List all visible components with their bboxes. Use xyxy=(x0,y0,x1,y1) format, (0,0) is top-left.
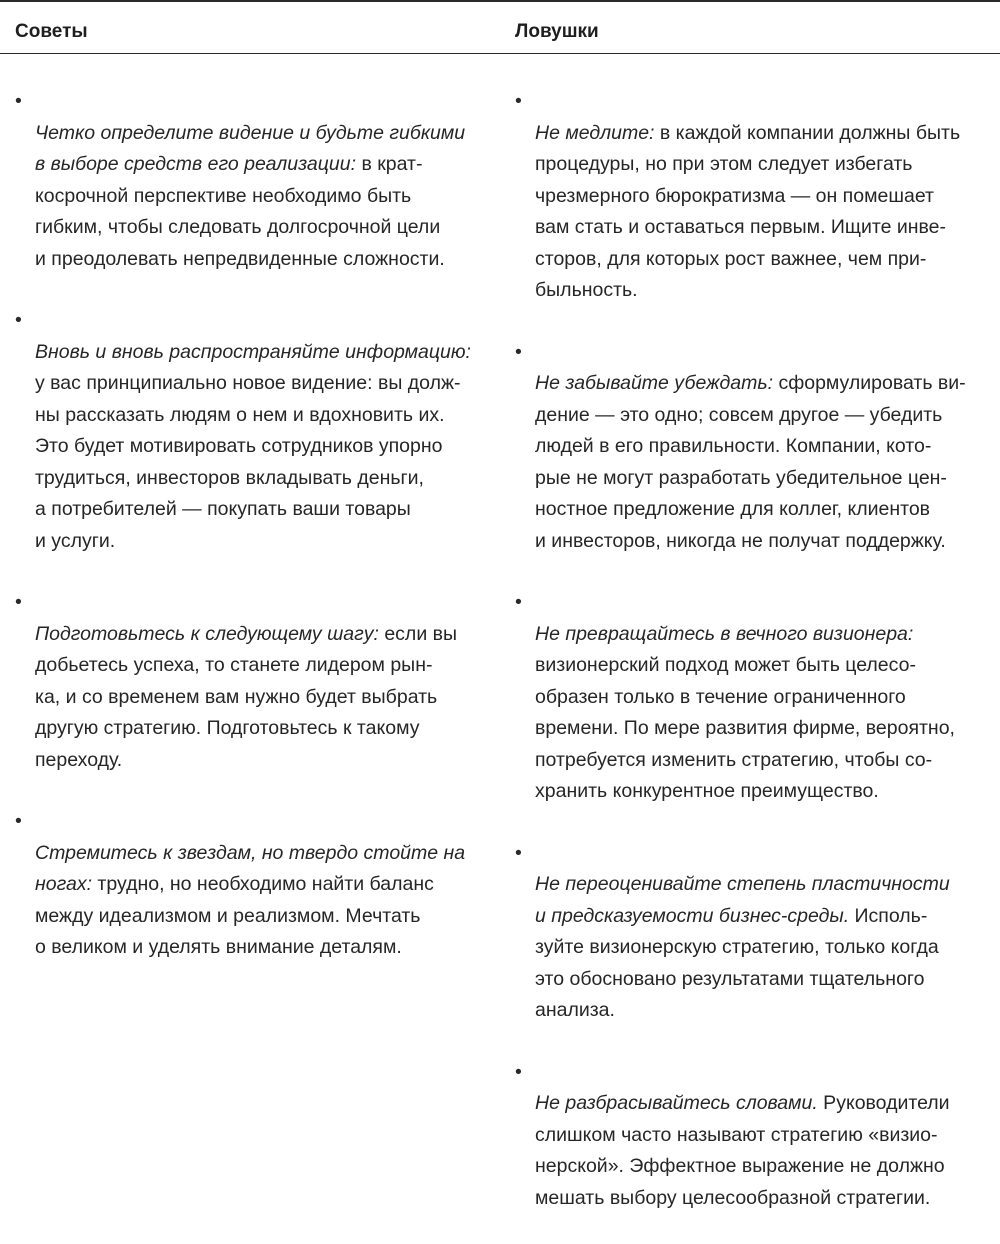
pitfalls-header: Ловушки xyxy=(515,21,599,42)
top-rule xyxy=(0,0,1000,2)
bullet: • xyxy=(15,591,22,613)
bullet: • xyxy=(515,1060,522,1083)
pitfall-lead: Не забывайте убеждать: xyxy=(535,372,774,394)
tip-text: в крат- косрочной перспективе необходимо быть гибким, чтобы следовать долгосрочной цели и преодолевать непредвиденные сложности. xyxy=(35,153,445,270)
bullet: • xyxy=(15,90,22,112)
pitfall-text: Руководители слишком часто называют стратегию «визио- нерской». Эффектное выражение не должно мешать выбору целесообразной стратегии. xyxy=(535,1092,950,1209)
pitfall-text: сформулировать ви- дение — это одно; совсем другое — убедить людей в его правильности. Компании, кото- рые не могут разработать убедительное цен- ностное предложение для коллег, клиентов и инвесторов, никогда не получат поддержку. xyxy=(535,372,966,552)
pitfalls-list xyxy=(515,86,985,1244)
bullet: • xyxy=(515,591,522,613)
tip-item xyxy=(15,806,495,964)
tips-header: Советы xyxy=(15,21,88,42)
pitfall-item xyxy=(515,838,985,1027)
tip-item xyxy=(15,587,495,776)
bullet: • xyxy=(15,810,22,832)
tip-lead: Вновь и вновь распространяйте информацию: xyxy=(35,340,471,363)
bullet: • xyxy=(15,309,22,331)
tips-list xyxy=(15,86,495,994)
pitfall-text: Исполь- зуйте визионерскую стратегию, только когда это обосновано результатами тщательного анализа. xyxy=(535,904,939,1021)
pitfall-lead: Не переоценивайте степень пластичности и предсказуемости бизнес-среды. xyxy=(535,873,950,927)
tip-text: если вы добьетесь успеха, то станете лидером рын- ка, и со временем вам нужно будет выбрать другую стратегию. Подготовьтесь к такому переходу. xyxy=(35,622,457,771)
tip-item xyxy=(15,305,495,557)
bullet: • xyxy=(515,90,522,112)
pitfall-lead: Не превращайтесь в вечного визионера: xyxy=(535,622,914,645)
pitfall-item xyxy=(515,587,985,808)
pitfall-text: визионерский подход может быть целесо- образен только в течение ограниченного времени. По мере развития фирме, вероятно, потребуется изменить стратегию, чтобы со- хранить конкурентное преимущество. xyxy=(535,654,955,802)
header-rule xyxy=(0,53,1000,54)
tip-lead: Стремитесь к звездам, но твердо стойте на ногах: xyxy=(35,841,466,895)
tip-item xyxy=(15,86,495,275)
bullet: • xyxy=(515,841,522,864)
bullet: • xyxy=(515,340,522,363)
pitfall-lead: Не разбрасывайтесь словами. xyxy=(535,1092,818,1114)
pitfall-lead: Не медлите: xyxy=(535,121,655,144)
pitfall-item xyxy=(515,86,985,307)
tip-lead: Подготовьтесь к следующему шагу: xyxy=(35,622,379,645)
tip-lead: Четко определите видение и будьте гибкими в выборе средств его реализации: xyxy=(35,121,466,175)
pitfall-item xyxy=(515,337,985,558)
pitfall-text: в каждой компании должны быть процедуры, но при этом следует избегать чрезмерного бюрократизма — он помешает вам стать и оставаться первым. Ищите инве- сторов, для которых рост важнее, чем при- быльность. xyxy=(535,121,961,301)
tip-text: трудно, но необходимо найти баланс между идеализмом и реализмом. Мечтать о великом и уделять внимание деталям. xyxy=(35,873,434,958)
tip-text: у вас принципиально новое видение: вы долж- ны рассказать людям о нем и вдохновить их. Это будет мотивировать сотрудников упорно трудиться, инвесторов вкладывать деньги, а потребителей — покупать ваши товары и услуги. xyxy=(35,372,461,552)
pitfall-item xyxy=(515,1057,985,1215)
